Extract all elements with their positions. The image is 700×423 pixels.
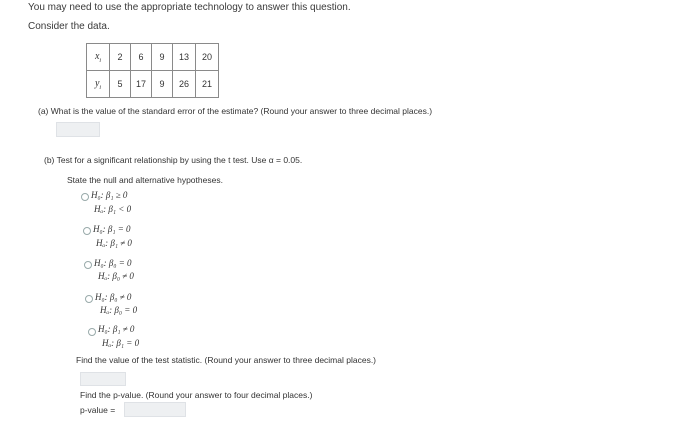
option-5-null: H₀: β₁ ≠ 0 bbox=[98, 324, 135, 334]
x-cell: 6 bbox=[131, 44, 152, 71]
data-table bbox=[86, 43, 219, 98]
part-a-question: (a) What is the value of the standard error of the estimate? (Round your answer to three decimal places.) bbox=[38, 106, 433, 116]
hypothesis-option-4-radio[interactable] bbox=[85, 295, 93, 303]
option-1-null: H₀: β₁ ≥ 0 bbox=[91, 190, 128, 200]
hypothesis-option-1-radio[interactable] bbox=[81, 193, 89, 201]
x-cell: 2 bbox=[110, 44, 131, 71]
x-header: $x_i$ bbox=[87, 44, 110, 71]
y-header: $y_i$ bbox=[87, 71, 110, 98]
option-1-alt: Hₐ: β₁ < 0 bbox=[94, 204, 132, 214]
x-cell: 13 bbox=[173, 44, 196, 71]
option-5-alt: Hₐ: β₁ = 0 bbox=[102, 338, 140, 348]
x-cell: 9 bbox=[152, 44, 173, 71]
hypotheses-prompt: State the null and alternative hypotheses. bbox=[67, 175, 223, 185]
table-row-x bbox=[87, 44, 219, 71]
y-cell: 5 bbox=[110, 71, 131, 98]
y-cell: 9 bbox=[152, 71, 173, 98]
option-2-alt: Hₐ: β₁ ≠ 0 bbox=[96, 238, 132, 248]
option-4-null: H₀: β₀ ≠ 0 bbox=[95, 292, 132, 302]
instructions-text: You may need to use the appropriate technology to answer this question. bbox=[28, 2, 351, 13]
p-value-prompt: Find the p-value. (Round your answer to four decimal places.) bbox=[80, 390, 313, 400]
table-row-y bbox=[87, 71, 219, 98]
hypothesis-option-5-radio[interactable] bbox=[88, 328, 96, 336]
part-b-question: (b) Test for a significant relationship by using the t test. Use α = 0.05. bbox=[44, 155, 303, 165]
std-error-answer-input[interactable] bbox=[56, 122, 100, 137]
option-3-alt: Hₐ: β₀ ≠ 0 bbox=[98, 271, 134, 281]
p-value-label: p-value = bbox=[80, 405, 116, 415]
hypothesis-option-3-radio[interactable] bbox=[84, 261, 92, 269]
option-2-null: H₀: β₁ = 0 bbox=[93, 224, 131, 234]
consider-text: Consider the data. bbox=[28, 21, 110, 32]
y-cell: 17 bbox=[131, 71, 152, 98]
hypothesis-option-2-radio[interactable] bbox=[83, 227, 91, 235]
test-statistic-prompt: Find the value of the test statistic. (Round your answer to three decimal places.) bbox=[76, 355, 377, 365]
option-4-alt: Hₐ: β₀ = 0 bbox=[100, 305, 138, 315]
y-cell: 21 bbox=[196, 71, 219, 98]
option-3-null: H₀: β₀ = 0 bbox=[94, 258, 132, 268]
y-cell: 26 bbox=[173, 71, 196, 98]
p-value-input[interactable] bbox=[124, 402, 186, 417]
x-cell: 20 bbox=[196, 44, 219, 71]
test-statistic-input[interactable] bbox=[80, 372, 126, 386]
